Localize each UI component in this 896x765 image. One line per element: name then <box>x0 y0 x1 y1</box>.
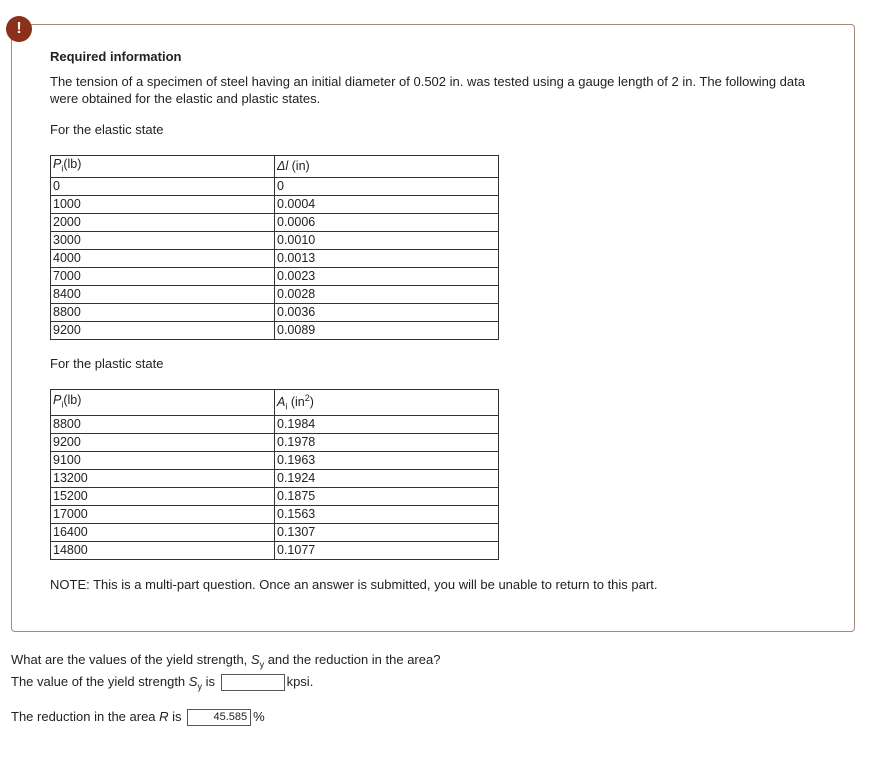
load-cell: 13200 <box>51 469 275 487</box>
alert-icon: ! <box>6 16 32 42</box>
load-cell: 9200 <box>51 321 275 339</box>
table-header-row <box>51 390 499 416</box>
load-cell: 3000 <box>51 231 275 249</box>
area-cell: 0.1563 <box>275 505 499 523</box>
plastic-state-table <box>50 389 499 560</box>
load-cell: 2000 <box>51 213 275 231</box>
table-row <box>51 451 499 469</box>
elongation-cell: 0 <box>275 177 499 195</box>
column-header-load: $P_i(lb)$ <box>51 390 275 416</box>
area-cell: 0.1307 <box>275 523 499 541</box>
table-row <box>51 285 499 303</box>
yield-strength-input[interactable] <box>221 674 285 691</box>
column-header-elongation: Δl (in) <box>275 156 499 178</box>
elongation-cell: 0.0010 <box>275 231 499 249</box>
table-row <box>51 195 499 213</box>
load-cell: 9100 <box>51 451 275 469</box>
elongation-cell: 0.0013 <box>275 249 499 267</box>
elastic-state-table <box>50 155 499 340</box>
table-row <box>51 523 499 541</box>
table-row <box>51 433 499 451</box>
load-cell: 4000 <box>51 249 275 267</box>
yield-strength-row: The value of the yield strength $S_y$ is kpsi. <box>11 674 314 692</box>
table-row <box>51 469 499 487</box>
reduction-area-row: The reduction in the area R is 45.585 % <box>11 709 265 726</box>
area-cell: 0.1077 <box>275 541 499 559</box>
problem-statement: The tension of a specimen of steel having an initial diameter of 0.502 in. was tested using a gauge length of 2 in. The following data were obtained for the elastic and plastic states. <box>50 74 805 106</box>
elongation-cell: 0.0028 <box>275 285 499 303</box>
question-prompt: What are the values of the yield strength, $S_y$ and the reduction in the area? <box>11 652 441 670</box>
load-cell: 8800 <box>51 415 275 433</box>
elastic-state-label: For the elastic state <box>50 122 164 137</box>
required-info-title: Required information <box>50 49 182 64</box>
elongation-cell: 0.0006 <box>275 213 499 231</box>
table-row <box>51 213 499 231</box>
elongation-cell: 0.0023 <box>275 267 499 285</box>
reduction-unit: % <box>253 709 265 724</box>
required-information-panel <box>11 24 855 632</box>
plastic-state-label: For the plastic state <box>50 356 164 371</box>
table-row <box>51 303 499 321</box>
table-row <box>51 231 499 249</box>
yield-unit: kpsi. <box>286 674 314 689</box>
table-row <box>51 415 499 433</box>
table-row <box>51 541 499 559</box>
table-header-row <box>51 156 499 178</box>
load-cell: 1000 <box>51 195 275 213</box>
load-cell: 8800 <box>51 303 275 321</box>
table-row <box>51 177 499 195</box>
load-cell: 14800 <box>51 541 275 559</box>
column-header-area: $A_i$ $(in^2)$ <box>275 390 499 416</box>
reduction-area-input[interactable]: 45.585 <box>187 709 251 726</box>
load-cell: 9200 <box>51 433 275 451</box>
table-row <box>51 267 499 285</box>
load-cell: 7000 <box>51 267 275 285</box>
load-cell: 17000 <box>51 505 275 523</box>
load-cell: 16400 <box>51 523 275 541</box>
elongation-cell: 0.0036 <box>275 303 499 321</box>
elongation-cell: 0.0004 <box>275 195 499 213</box>
table-row <box>51 487 499 505</box>
table-row <box>51 249 499 267</box>
area-cell: 0.1924 <box>275 469 499 487</box>
column-header-load: $P_i(lb)$ <box>51 156 275 178</box>
area-cell: 0.1978 <box>275 433 499 451</box>
area-cell: 0.1984 <box>275 415 499 433</box>
area-cell: 0.1963 <box>275 451 499 469</box>
elongation-cell: 0.0089 <box>275 321 499 339</box>
table-row <box>51 505 499 523</box>
area-cell: 0.1875 <box>275 487 499 505</box>
load-cell: 8400 <box>51 285 275 303</box>
table-row <box>51 321 499 339</box>
load-cell: 15200 <box>51 487 275 505</box>
load-cell: 0 <box>51 177 275 195</box>
multi-part-note: NOTE: This is a multi-part question. Once an answer is submitted, you will be unable to return to this part. <box>50 577 658 592</box>
